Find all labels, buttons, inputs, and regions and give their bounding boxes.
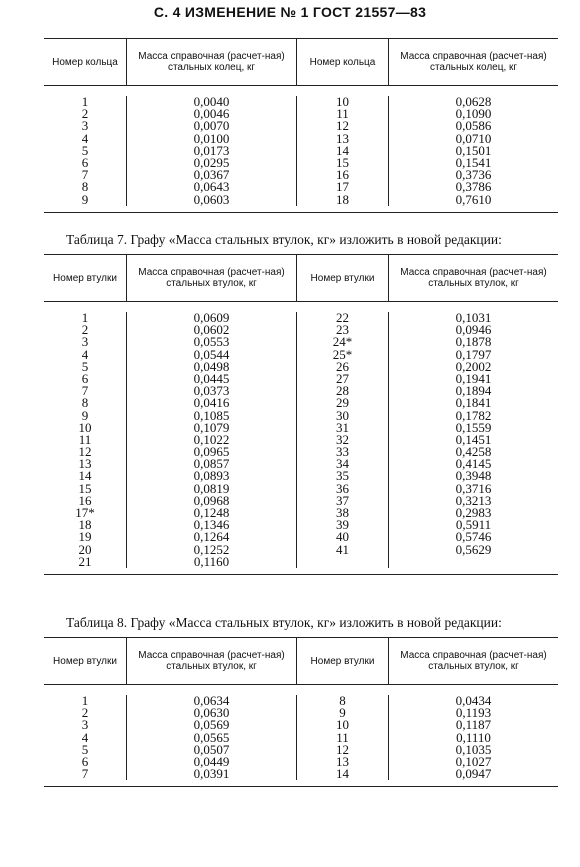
item-number: 40: [336, 529, 349, 545]
table-header: [44, 255, 558, 302]
mass-value: 0,1264: [193, 529, 230, 545]
item-number: 31: [336, 419, 349, 435]
table-column: [126, 695, 296, 780]
table-column: [388, 312, 558, 568]
column-header: Номер втулки: [53, 655, 117, 667]
item-number: 34: [336, 456, 349, 472]
mass-value: 0,1941: [455, 370, 492, 386]
item-number: 18: [336, 191, 349, 207]
mass-value: 0,5911: [455, 517, 492, 533]
item-number: 15: [78, 480, 92, 496]
item-number: 35: [336, 468, 349, 484]
mass-value: 0,0565: [193, 729, 230, 745]
item-number: 10: [336, 717, 349, 733]
mass-value: 0,3786: [455, 179, 492, 195]
item-number: 1: [81, 693, 89, 708]
mass-value: 0,0070: [193, 118, 230, 134]
mass-value: 0,1090: [455, 106, 492, 122]
mass-value: 0,5629: [455, 541, 492, 557]
item-number: 7: [81, 766, 89, 782]
item-number: 13: [336, 130, 349, 146]
item-number: 4: [81, 346, 89, 362]
item-number: 5: [81, 142, 89, 158]
item-number: 5: [81, 741, 89, 757]
item-number: 25*: [332, 346, 353, 362]
mass-value: 0,3736: [455, 167, 492, 183]
item-number: 6: [81, 370, 89, 386]
mass-value: 0,0498: [193, 358, 230, 374]
table-column: [44, 96, 126, 206]
mass-value: 0,0630: [193, 705, 230, 721]
item-number: 4: [81, 130, 89, 146]
mass-value: 0,0947: [455, 766, 492, 782]
item-number: 11: [78, 431, 92, 447]
mass-value: 0,2002: [455, 358, 492, 374]
mass-value: 0,2983: [455, 505, 492, 520]
table-column: [388, 695, 558, 780]
item-number: 19: [78, 529, 92, 545]
mass-value: 0,1797: [455, 346, 492, 362]
item-number: 21: [78, 553, 92, 569]
mass-value: 0,0819: [193, 480, 230, 496]
item-number: 32: [336, 431, 349, 447]
item-number: 29: [336, 395, 349, 411]
item-number: 14: [78, 468, 92, 484]
item-number: 26: [336, 358, 349, 374]
item-number: 30: [336, 407, 349, 423]
mass-value: 0,1252: [193, 541, 230, 557]
item-number: 1: [81, 310, 89, 325]
table-ring-mass: [44, 38, 558, 213]
mass-value: 0,0968: [193, 492, 230, 508]
mass-value: 0,0507: [193, 741, 230, 757]
item-number: 33: [336, 444, 349, 460]
table-column: [296, 312, 388, 568]
item-number: 2: [81, 106, 89, 122]
item-number: 1: [81, 94, 89, 109]
item-number: 8: [81, 395, 89, 411]
mass-value: 0,0710: [455, 130, 492, 146]
mass-value: 0,0173: [193, 142, 230, 158]
mass-value: 0,1559: [455, 419, 492, 435]
table-column: [296, 695, 388, 780]
mass-value: 0,1248: [193, 505, 230, 520]
item-number: 37: [336, 492, 349, 508]
item-number: 23: [336, 322, 349, 338]
mass-value: 0,1085: [193, 407, 230, 423]
item-number: 13: [78, 456, 92, 472]
table-column: [126, 96, 296, 206]
mass-value: 0,7610: [455, 191, 492, 207]
caption-table-8: Таблица 8. Графу «Масса стальных втулок, кг» изложить в новой редакции:: [66, 615, 502, 630]
mass-value: 0,0449: [193, 753, 230, 769]
item-number: 7: [81, 167, 89, 183]
column-header: Масса справочная (расчет-ная) стальных колец, кг: [388, 39, 558, 85]
item-number: 3: [81, 118, 89, 134]
page-header: С. 4 ИЗМЕНЕНИЕ № 1 ГОСТ 21557—83: [153, 4, 427, 20]
item-number: 7: [81, 383, 89, 399]
item-number: 9: [339, 705, 346, 721]
mass-value: 0,1894: [455, 383, 492, 399]
item-number: 11: [336, 729, 349, 745]
item-number: 3: [81, 717, 89, 733]
mass-value: 0,1346: [193, 517, 230, 533]
table-column: [44, 312, 126, 568]
item-number: 12: [78, 444, 92, 460]
item-number: 41: [336, 541, 349, 557]
mass-value: 0,3948: [455, 468, 492, 484]
item-number: 10: [78, 419, 92, 435]
item-number: 14: [336, 766, 349, 782]
item-number: 24*: [332, 334, 353, 350]
item-number: 15: [336, 154, 349, 170]
column-header: Масса справочная (расчет-ная) стальных колец, кг: [126, 39, 296, 85]
mass-value: 0,0100: [193, 130, 230, 146]
item-number: 39: [336, 517, 349, 533]
mass-value: 0,1451: [455, 431, 492, 447]
table-column: [126, 312, 296, 568]
column-header: Номер втулки: [296, 638, 388, 684]
mass-value: 0,1782: [455, 407, 492, 423]
mass-value: 0,1541: [455, 154, 492, 170]
mass-value: 0,0367: [193, 167, 230, 183]
item-number: 16: [78, 492, 92, 508]
mass-value: 0,0643: [193, 179, 230, 195]
item-number: 3: [81, 334, 89, 350]
mass-value: 0,0434: [455, 693, 492, 708]
mass-value: 0,1079: [193, 419, 230, 435]
column-header: Номер втулки: [296, 255, 388, 301]
mass-value: 0,1031: [455, 310, 492, 325]
item-number: 28: [336, 383, 349, 399]
mass-value: 0,1841: [455, 395, 492, 411]
mass-value: 0,0946: [455, 322, 492, 338]
table-column: [296, 96, 388, 206]
mass-value: 0,1878: [455, 334, 492, 350]
item-number: 9: [81, 191, 89, 207]
mass-value: 0,0046: [193, 106, 230, 122]
item-number: 8: [81, 179, 89, 195]
mass-value: 0,0373: [193, 383, 230, 399]
mass-value: 0,1022: [193, 431, 230, 447]
mass-value: 0,0391: [193, 766, 230, 782]
mass-value: 0,1501: [455, 142, 492, 158]
mass-value: 0,0634: [193, 693, 230, 708]
item-number: 12: [336, 741, 349, 757]
mass-value: 0,1035: [455, 741, 492, 757]
item-number: 9: [81, 407, 89, 423]
table-header: [44, 39, 558, 86]
mass-value: 0,4145: [455, 456, 492, 472]
item-number: 14: [336, 142, 349, 158]
mass-value: 0,0893: [193, 468, 230, 484]
item-number: 5: [81, 358, 89, 374]
column-header: Масса справочная (расчет-ная) стальных втулок, кг: [388, 638, 558, 684]
item-number: 27: [336, 370, 349, 386]
mass-value: 0,0295: [193, 154, 230, 170]
mass-value: 0,0857: [193, 456, 230, 472]
mass-value: 0,5746: [455, 529, 492, 545]
mass-value: 0,1187: [455, 717, 492, 733]
table-header: [44, 638, 558, 685]
mass-value: 0,0602: [193, 322, 230, 338]
mass-value: 0,0544: [193, 346, 230, 362]
table-column: [388, 96, 558, 206]
item-number: 22: [336, 310, 349, 325]
mass-value: 0,3213: [455, 492, 492, 508]
mass-value: 0,0445: [193, 370, 230, 386]
table-bushing-mass-7: [44, 254, 558, 575]
item-number: 8: [339, 693, 346, 708]
column-header: Номер кольца: [52, 56, 118, 68]
item-number: 13: [336, 753, 349, 769]
mass-value: 0,0603: [193, 191, 230, 207]
item-number: 16: [336, 167, 349, 183]
mass-value: 0,1027: [455, 753, 492, 769]
mass-value: 0,0569: [193, 717, 230, 733]
mass-value: 0,0586: [455, 118, 492, 134]
mass-value: 0,0553: [193, 334, 230, 350]
item-number: 10: [336, 94, 349, 109]
item-number: 20: [78, 541, 92, 557]
item-number: 11: [336, 106, 349, 122]
item-number: 4: [81, 729, 89, 745]
column-header: Масса справочная (расчет-ная) стальных втулок, кг: [126, 255, 296, 301]
item-number: 6: [81, 154, 89, 170]
mass-value: 0,0609: [193, 310, 230, 325]
item-number: 2: [81, 705, 89, 721]
table-bushing-mass-8: [44, 637, 558, 787]
item-number: 17*: [75, 505, 95, 520]
item-number: 17: [336, 179, 349, 195]
column-header: Номер втулки: [53, 272, 117, 284]
item-number: 36: [336, 480, 349, 496]
mass-value: 0,1110: [456, 729, 491, 745]
mass-value: 0,1160: [193, 553, 230, 569]
column-header: Номер кольца: [296, 39, 388, 85]
mass-value: 0,0040: [193, 94, 230, 109]
mass-value: 0,1193: [455, 705, 492, 721]
mass-value: 0,0628: [455, 94, 492, 109]
table-column: [44, 695, 126, 780]
item-number: 2: [81, 322, 89, 338]
mass-value: 0,0965: [193, 444, 230, 460]
mass-value: 0,4258: [455, 444, 492, 460]
mass-value: 0,0416: [193, 395, 230, 411]
mass-value: 0,3716: [455, 480, 492, 496]
item-number: 6: [81, 753, 89, 769]
item-number: 12: [336, 118, 349, 134]
caption-table-7: Таблица 7. Графу «Масса стальных втулок, кг» изложить в новой редакции:: [66, 232, 502, 247]
column-header: Масса справочная (расчет-ная) стальных втулок, кг: [126, 638, 296, 684]
item-number: 18: [78, 517, 92, 533]
column-header: Масса справочная (расчет-ная) стальных втулок, кг: [388, 255, 558, 301]
item-number: 38: [336, 505, 349, 520]
